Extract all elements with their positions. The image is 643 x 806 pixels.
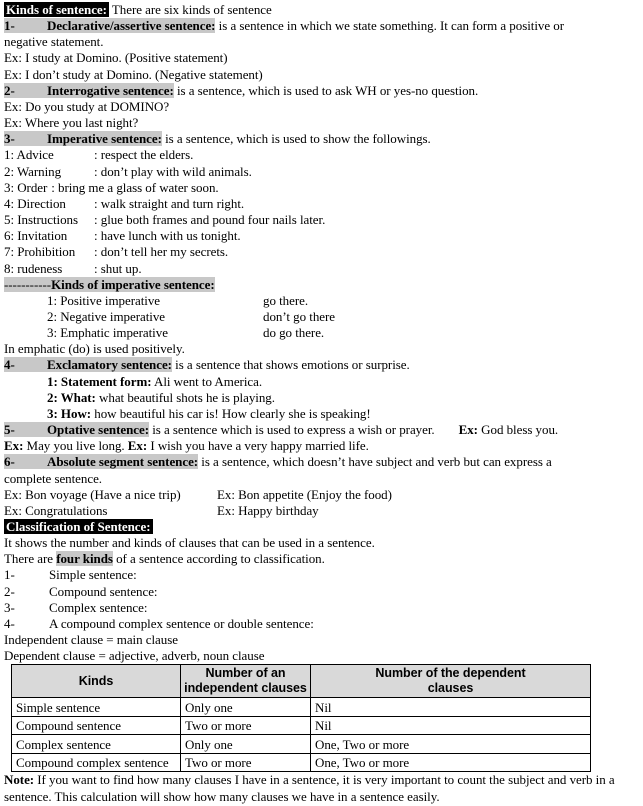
- ex-text: May you live long.: [23, 438, 128, 454]
- exclamatory-form-label: 2: What:: [47, 389, 96, 405]
- imperative-item: [4, 147, 639, 163]
- imperative-kind-example: go there.: [263, 292, 309, 308]
- cell-dependent: Nil: [311, 716, 591, 735]
- section-6-example-row: [4, 503, 639, 519]
- example-right: Ex: Happy birthday: [217, 502, 319, 518]
- imperative-kind-label: 2: Negative imperative: [47, 308, 166, 324]
- list-item-text: Complex sentence:: [49, 599, 148, 615]
- doc-title-highlight: Kinds of sentence:: [6, 2, 107, 17]
- imperative-item-label: 8: rudeness: [4, 260, 63, 276]
- section-3-definition: is a sentence, which is used to show the followings.: [161, 131, 431, 147]
- section-5-ex-text: God bless you.: [477, 422, 559, 438]
- list-item-number: 2-: [4, 583, 15, 599]
- cell-dependent: One, Two or more: [311, 753, 591, 772]
- imperative-item-label: 7: Prohibition: [4, 244, 76, 260]
- section-4-number: 4-: [4, 357, 15, 373]
- exclamatory-form-label: 1: Statement form:: [47, 373, 152, 389]
- section-1-definition-wrap: negative statement.: [4, 34, 104, 50]
- classification-line-2-post: of a sentence according to classification.: [112, 551, 325, 567]
- list-item-number: 4-: [4, 615, 15, 631]
- list-item-text: Compound sentence:: [49, 583, 158, 599]
- classification-list-item: [4, 584, 639, 600]
- independent-clause-line: Independent clause = main clause: [4, 632, 178, 648]
- ex-label: Ex:: [4, 438, 24, 454]
- note-text: If you want to find how many clauses I have in a sentence, it is very important to count the subject and verb in a sentence. This calculation will show how many clauses we have in a sentence easily.: [4, 772, 615, 804]
- cell-kind: Simple sentence: [12, 698, 181, 717]
- imperative-item-text: : respect the elders.: [94, 147, 194, 163]
- imperative-kind-row: [4, 325, 639, 341]
- section-2-definition: is a sentence, which is used to ask WH or yes-no question.: [173, 82, 479, 98]
- cell-dependent: One, Two or more: [311, 735, 591, 754]
- cell-independent: Two or more: [181, 753, 311, 772]
- imperative-kind-row: [4, 293, 639, 309]
- example-left: Ex: Congratulations: [4, 502, 108, 518]
- imperative-item: [4, 212, 639, 228]
- cell-independent: Only one: [181, 698, 311, 717]
- table-header-row: [12, 665, 591, 698]
- section-5-heading: [4, 422, 639, 438]
- section-5-ex-label: Ex:: [458, 422, 478, 438]
- classification-list-item: [4, 616, 639, 632]
- section-1-example-2: Ex: I don’t study at Domino. (Negative statement): [4, 66, 263, 82]
- imperative-item-text: : don’t play with wild animals.: [94, 163, 252, 179]
- imperative-item: [4, 180, 639, 196]
- section-5-definition: is a sentence which is used to express a wish or prayer.: [149, 422, 435, 438]
- table-header-independent: Number of an independent clauses: [181, 665, 311, 698]
- table-header-dependent: Number of the dependent clauses: [311, 665, 591, 698]
- section-2-heading: [4, 83, 639, 99]
- imperative-item: [4, 261, 639, 277]
- classification-heading: [4, 519, 639, 535]
- imperative-item: [4, 228, 639, 244]
- list-item-text: Simple sentence:: [49, 567, 137, 583]
- emphatic-note: In emphatic (do) is used positively.: [4, 341, 185, 357]
- classification-list-item: [4, 567, 639, 583]
- section-6-example-row: [4, 487, 639, 503]
- section-6-heading: [4, 454, 639, 470]
- note-paragraph: [4, 772, 639, 804]
- section-3-number: 3-: [4, 131, 15, 147]
- section-6-title: Absolute segment sentence:: [47, 454, 199, 470]
- section-6-number: 6-: [4, 454, 15, 470]
- cell-kind: Compound sentence: [12, 716, 181, 735]
- imperative-item-label: 5: Instructions: [4, 212, 78, 228]
- imperative-item-label: 6: Invitation: [4, 228, 68, 244]
- list-item-number: 3-: [4, 599, 15, 615]
- example-left: Ex: Bon voyage (Have a nice trip): [4, 486, 181, 502]
- classification-line-2: [4, 551, 639, 567]
- imperative-kind-example: do go there.: [263, 325, 325, 341]
- cell-independent: Only one: [181, 735, 311, 754]
- imperative-item-label: 3: Order: [4, 179, 48, 195]
- classification-heading-highlight: Classification of Sentence:: [6, 519, 151, 534]
- cell-independent: Two or more: [181, 716, 311, 735]
- dependent-clause-line: Dependent clause = adjective, adverb, noun clause: [4, 648, 265, 664]
- exclamatory-form: [4, 390, 639, 406]
- ex-text: I wish you have a very happy married life.: [147, 438, 369, 454]
- table-row: [12, 698, 591, 717]
- table-row: [12, 753, 591, 772]
- table-header-kinds: Kinds: [12, 665, 181, 698]
- classification-line-2-pre: There are: [4, 551, 57, 567]
- imperative-kinds-dashes: -----------: [4, 276, 52, 292]
- table-row: [12, 716, 591, 735]
- cell-dependent: Nil: [311, 698, 591, 717]
- section-2-example-2: Ex: Where you last night?: [4, 115, 139, 131]
- doc-title-rest: There are six kinds of sentence: [108, 2, 272, 17]
- doc-title-line: [4, 2, 639, 18]
- clauses-table: [11, 664, 591, 772]
- imperative-item-text: : don’t tell her my secrets.: [94, 244, 229, 260]
- list-item-number: 1-: [4, 567, 15, 583]
- exclamatory-form-label: 3: How:: [47, 405, 92, 421]
- imperative-kinds-heading: [4, 277, 639, 293]
- exclamatory-form: [4, 374, 639, 390]
- exclamatory-form-text: how beautiful his car is! How clearly she is speaking!: [91, 405, 371, 421]
- imperative-kinds-title: Kinds of imperative sentence:: [51, 276, 215, 292]
- section-5-title: Optative sentence:: [47, 422, 149, 438]
- imperative-item: [4, 196, 639, 212]
- cell-kind: Complex sentence: [12, 735, 181, 754]
- table-row: [12, 735, 591, 754]
- section-5-examples-line: [4, 438, 639, 454]
- ex-label: Ex:: [127, 438, 148, 454]
- section-3-title: Imperative sentence:: [47, 131, 162, 147]
- imperative-item: [4, 244, 639, 260]
- cell-kind: Compound complex sentence: [12, 753, 181, 772]
- note-label: Note:: [4, 772, 35, 788]
- imperative-kind-row: [4, 309, 639, 325]
- classification-line-1: It shows the number and kinds of clauses that can be used in a sentence.: [4, 535, 375, 551]
- section-1-example-1: Ex: I study at Domino. (Positive statement): [4, 50, 228, 66]
- section-3-heading: [4, 131, 639, 147]
- section-2-example-1: Ex: Do you study at DOMINO?: [4, 98, 170, 114]
- imperative-item-label: 1: Advice: [4, 147, 54, 163]
- section-1-heading: [4, 18, 639, 34]
- imperative-item-label: 4: Direction: [4, 195, 66, 211]
- imperative-kind-example: don’t go there: [263, 308, 335, 324]
- section-1-title: Declarative/assertive sentence:: [47, 18, 216, 34]
- imperative-item-text: : glue both frames and pound four nails later.: [94, 212, 326, 228]
- section-2-number: 2-: [4, 82, 15, 98]
- imperative-item-text: : bring me a glass of water soon.: [51, 179, 219, 195]
- classification-list-item: [4, 600, 639, 616]
- imperative-item-label: 2: Warning: [4, 163, 62, 179]
- imperative-kind-label: 3: Emphatic imperative: [47, 325, 168, 341]
- section-1-number: 1-: [4, 18, 15, 34]
- exclamatory-form: [4, 406, 639, 422]
- exclamatory-form-text: what beautiful shots he is playing.: [95, 389, 275, 405]
- section-6-definition-wrap: complete sentence.: [4, 470, 102, 486]
- section-4-title: Exclamatory sentence:: [47, 357, 172, 373]
- imperative-kind-label: 1: Positive imperative: [47, 292, 160, 308]
- imperative-item-text: : shut up.: [94, 260, 142, 276]
- four-kinds-highlight: four kinds: [56, 551, 113, 567]
- section-6-definition: is a sentence, which doesn’t have subject and verb but can express a: [198, 454, 552, 470]
- section-2-title: Interrogative sentence:: [47, 82, 174, 98]
- section-5-number: 5-: [4, 422, 15, 438]
- example-right: Ex: Bon appetite (Enjoy the food): [217, 486, 392, 502]
- section-4-definition: is a sentence that shows emotions or surprise.: [171, 357, 410, 373]
- imperative-item-text: : have lunch with us tonight.: [94, 228, 241, 244]
- section-4-heading: [4, 357, 639, 373]
- exclamatory-form-text: Ali went to America.: [151, 373, 263, 389]
- imperative-item-text: : walk straight and turn right.: [94, 195, 245, 211]
- imperative-item: [4, 164, 639, 180]
- section-1-definition: is a sentence in which we state something. It can form a positive or: [215, 18, 565, 34]
- list-item-text: A compound complex sentence or double sentence:: [49, 615, 314, 631]
